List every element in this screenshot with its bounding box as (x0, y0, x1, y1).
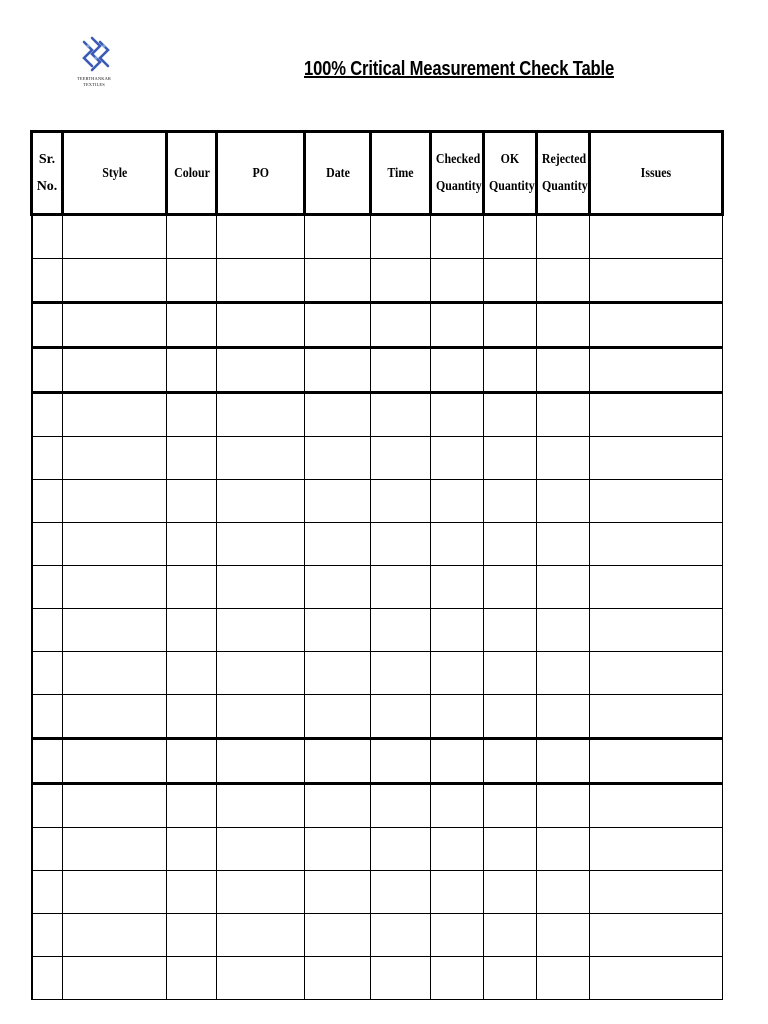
cell-issues (590, 259, 723, 303)
cell-colour (167, 739, 217, 784)
page-title: 100% Critical Measurement Check Table (304, 58, 615, 80)
cell-checked-quantity (431, 739, 484, 784)
cell-colour (167, 348, 217, 393)
cell-sr-no (32, 480, 63, 523)
cell-po (217, 739, 305, 784)
cell-checked-quantity (431, 871, 484, 914)
cell-issues (590, 566, 723, 609)
cell-colour (167, 480, 217, 523)
table-row (32, 215, 723, 259)
cell-po (217, 784, 305, 828)
cell-ok-quantity (484, 695, 537, 739)
cell-po (217, 828, 305, 871)
cell-colour (167, 303, 217, 348)
cell-checked-quantity (431, 437, 484, 480)
company-logo-icon (78, 36, 110, 76)
cell-time (371, 739, 431, 784)
table-row (32, 695, 723, 739)
cell-ok-quantity (484, 609, 537, 652)
table-row (32, 957, 723, 1000)
cell-colour (167, 784, 217, 828)
cell-checked-quantity (431, 695, 484, 739)
cell-time (371, 566, 431, 609)
cell-sr-no (32, 566, 63, 609)
cell-time (371, 695, 431, 739)
table-row (32, 784, 723, 828)
cell-po (217, 259, 305, 303)
cell-issues (590, 523, 723, 566)
cell-checked-quantity (431, 348, 484, 393)
cell-rejected-quantity (537, 437, 590, 480)
cell-sr-no (32, 828, 63, 871)
cell-date (305, 259, 371, 303)
cell-time (371, 393, 431, 437)
cell-checked-quantity (431, 480, 484, 523)
cell-ok-quantity (484, 652, 537, 695)
cell-colour (167, 566, 217, 609)
cell-style (63, 259, 167, 303)
cell-sr-no (32, 695, 63, 739)
cell-rejected-quantity (537, 695, 590, 739)
cell-po (217, 523, 305, 566)
table-row (32, 259, 723, 303)
cell-po (217, 871, 305, 914)
cell-colour (167, 695, 217, 739)
cell-date (305, 523, 371, 566)
table-row (32, 303, 723, 348)
cell-issues (590, 480, 723, 523)
cell-date (305, 348, 371, 393)
cell-ok-quantity (484, 566, 537, 609)
cell-po (217, 652, 305, 695)
cell-issues (590, 609, 723, 652)
cell-colour (167, 828, 217, 871)
cell-date (305, 739, 371, 784)
cell-style (63, 480, 167, 523)
cell-colour (167, 652, 217, 695)
cell-date (305, 695, 371, 739)
cell-ok-quantity (484, 523, 537, 566)
cell-po (217, 566, 305, 609)
cell-ok-quantity (484, 871, 537, 914)
cell-date (305, 784, 371, 828)
cell-rejected-quantity (537, 348, 590, 393)
cell-sr-no (32, 739, 63, 784)
cell-date (305, 957, 371, 1000)
header-time: Time (371, 132, 431, 215)
cell-checked-quantity (431, 523, 484, 566)
cell-date (305, 609, 371, 652)
header-checked-quantity (431, 132, 484, 215)
cell-sr-no (32, 437, 63, 480)
cell-style (63, 695, 167, 739)
logo-line1: TEERTHANKAR (76, 76, 112, 81)
cell-ok-quantity (484, 828, 537, 871)
cell-rejected-quantity (537, 393, 590, 437)
cell-time (371, 348, 431, 393)
measurement-check-table (30, 130, 724, 1000)
cell-colour (167, 523, 217, 566)
cell-rejected-quantity (537, 739, 590, 784)
cell-ok-quantity (484, 259, 537, 303)
cell-checked-quantity (431, 566, 484, 609)
header-ok-quantity (484, 132, 537, 215)
cell-issues (590, 784, 723, 828)
cell-issues (590, 871, 723, 914)
cell-ok-quantity (484, 739, 537, 784)
cell-style (63, 609, 167, 652)
cell-date (305, 393, 371, 437)
cell-time (371, 871, 431, 914)
cell-time (371, 523, 431, 566)
cell-date (305, 437, 371, 480)
cell-style (63, 652, 167, 695)
cell-sr-no (32, 957, 63, 1000)
cell-sr-no (32, 784, 63, 828)
cell-date (305, 652, 371, 695)
cell-checked-quantity (431, 609, 484, 652)
cell-sr-no (32, 348, 63, 393)
cell-date (305, 303, 371, 348)
cell-checked-quantity (431, 215, 484, 259)
cell-time (371, 437, 431, 480)
cell-rejected-quantity (537, 957, 590, 1000)
cell-issues (590, 303, 723, 348)
cell-style (63, 348, 167, 393)
table-row (32, 871, 723, 914)
cell-po (217, 348, 305, 393)
cell-issues (590, 957, 723, 1000)
cell-style (63, 393, 167, 437)
cell-issues (590, 348, 723, 393)
cell-po (217, 393, 305, 437)
cell-style (63, 437, 167, 480)
table-row (32, 914, 723, 957)
cell-time (371, 480, 431, 523)
header-sr-no-line2: No. (36, 179, 58, 194)
cell-rejected-quantity (537, 215, 590, 259)
cell-rejected-quantity (537, 784, 590, 828)
header-po: PO (217, 132, 305, 215)
cell-colour (167, 914, 217, 957)
cell-po (217, 303, 305, 348)
cell-sr-no (32, 871, 63, 914)
cell-ok-quantity (484, 784, 537, 828)
cell-checked-quantity (431, 957, 484, 1000)
cell-ok-quantity (484, 914, 537, 957)
cell-rejected-quantity (537, 652, 590, 695)
cell-rejected-quantity (537, 303, 590, 348)
cell-style (63, 523, 167, 566)
cell-rejected-quantity (537, 480, 590, 523)
cell-rejected-quantity (537, 259, 590, 303)
cell-po (217, 609, 305, 652)
cell-style (63, 914, 167, 957)
cell-sr-no (32, 914, 63, 957)
cell-rejected-quantity (537, 914, 590, 957)
cell-sr-no (32, 393, 63, 437)
cell-po (217, 957, 305, 1000)
table-row (32, 480, 723, 523)
header-rejected-quantity (537, 132, 590, 215)
cell-issues (590, 215, 723, 259)
table-row (32, 609, 723, 652)
cell-ok-quantity (484, 393, 537, 437)
header-sr-no (32, 132, 63, 215)
cell-checked-quantity (431, 828, 484, 871)
table-row (32, 348, 723, 393)
cell-rejected-quantity (537, 871, 590, 914)
cell-ok-quantity (484, 303, 537, 348)
cell-sr-no (32, 523, 63, 566)
cell-style (63, 784, 167, 828)
header-ok-line2: Quantity (489, 179, 535, 194)
cell-checked-quantity (431, 303, 484, 348)
cell-time (371, 784, 431, 828)
cell-colour (167, 437, 217, 480)
cell-rejected-quantity (537, 609, 590, 652)
cell-date (305, 566, 371, 609)
cell-po (217, 215, 305, 259)
table-row (32, 566, 723, 609)
cell-colour (167, 393, 217, 437)
cell-rejected-quantity (537, 566, 590, 609)
cell-ok-quantity (484, 215, 537, 259)
cell-date (305, 914, 371, 957)
cell-po (217, 437, 305, 480)
cell-po (217, 480, 305, 523)
table-row (32, 437, 723, 480)
table-body (32, 215, 723, 1000)
cell-sr-no (32, 215, 63, 259)
cell-date (305, 480, 371, 523)
header-issues: Issues (590, 132, 723, 215)
header-checked-line1: Checked (435, 152, 481, 167)
header-rejected-line2: Quantity (542, 179, 588, 194)
header-date: Date (305, 132, 371, 215)
cell-issues (590, 828, 723, 871)
cell-issues (590, 914, 723, 957)
cell-date (305, 828, 371, 871)
cell-ok-quantity (484, 480, 537, 523)
cell-time (371, 957, 431, 1000)
cell-colour (167, 871, 217, 914)
cell-colour (167, 957, 217, 1000)
cell-sr-no (32, 652, 63, 695)
cell-time (371, 215, 431, 259)
header-colour: Colour (167, 132, 217, 215)
cell-sr-no (32, 259, 63, 303)
cell-style (63, 303, 167, 348)
table-row (32, 828, 723, 871)
cell-checked-quantity (431, 259, 484, 303)
cell-rejected-quantity (537, 523, 590, 566)
cell-issues (590, 652, 723, 695)
cell-po (217, 914, 305, 957)
cell-colour (167, 215, 217, 259)
cell-rejected-quantity (537, 828, 590, 871)
cell-time (371, 828, 431, 871)
table-row (32, 739, 723, 784)
table-row (32, 523, 723, 566)
cell-sr-no (32, 303, 63, 348)
table-header-row (32, 132, 723, 215)
cell-checked-quantity (431, 652, 484, 695)
cell-style (63, 215, 167, 259)
cell-po (217, 695, 305, 739)
cell-sr-no (32, 609, 63, 652)
cell-issues (590, 393, 723, 437)
cell-issues (590, 739, 723, 784)
cell-style (63, 566, 167, 609)
cell-colour (167, 259, 217, 303)
header-ok-line1: OK (500, 152, 520, 167)
header-rejected-line1: Rejected (541, 152, 587, 167)
cell-style (63, 871, 167, 914)
header-style: Style (63, 132, 167, 215)
cell-time (371, 914, 431, 957)
cell-ok-quantity (484, 348, 537, 393)
cell-checked-quantity (431, 914, 484, 957)
cell-style (63, 828, 167, 871)
cell-colour (167, 609, 217, 652)
cell-time (371, 259, 431, 303)
company-logo (72, 36, 116, 102)
cell-style (63, 957, 167, 1000)
cell-checked-quantity (431, 393, 484, 437)
table-row (32, 393, 723, 437)
cell-style (63, 739, 167, 784)
cell-time (371, 609, 431, 652)
cell-time (371, 652, 431, 695)
cell-ok-quantity (484, 437, 537, 480)
logo-line2: TEXTILES (83, 82, 105, 87)
cell-date (305, 215, 371, 259)
cell-issues (590, 695, 723, 739)
cell-checked-quantity (431, 784, 484, 828)
header-checked-line2: Quantity (436, 179, 482, 194)
cell-issues (590, 437, 723, 480)
cell-date (305, 871, 371, 914)
cell-ok-quantity (484, 957, 537, 1000)
table-row (32, 652, 723, 695)
header-sr-no-line1: Sr. (38, 152, 56, 167)
cell-time (371, 303, 431, 348)
